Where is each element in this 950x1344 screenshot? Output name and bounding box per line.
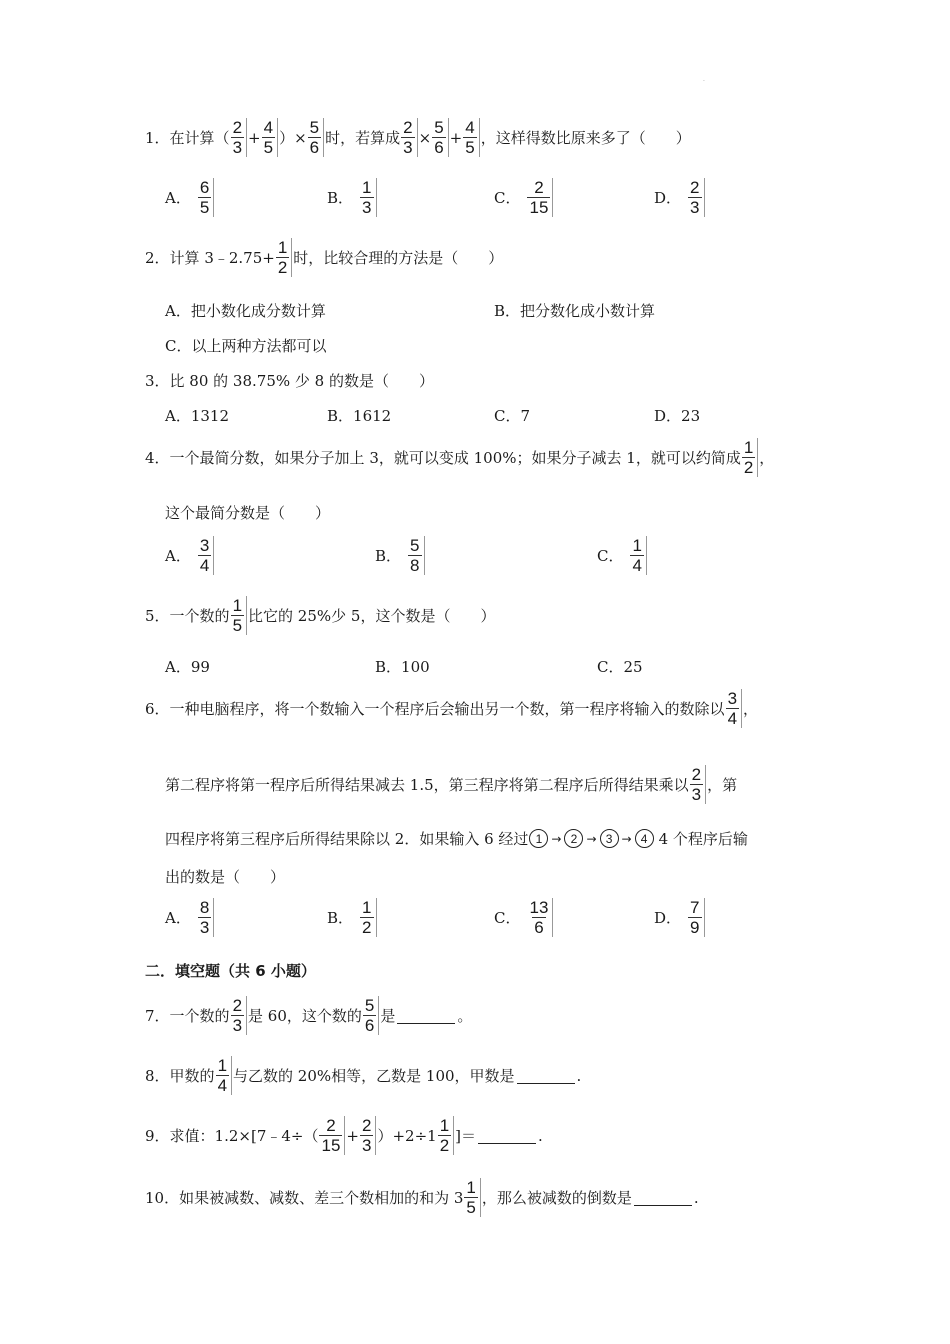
fraction: $\frac{1}{2}$: [742, 438, 758, 477]
circled-1: 1: [529, 829, 548, 848]
fraction: $\frac{1}{4}$: [216, 1056, 232, 1095]
question-8: 8． 甲数的 $\frac{1}{4}$ 与乙数的 20%相等，乙数是 100，甲数是 .: [145, 1056, 582, 1095]
answer-blank[interactable]: [397, 1007, 455, 1024]
q2-option-c[interactable]: C．以上两种方法都可以: [165, 337, 327, 355]
circled-3: 3: [600, 829, 619, 848]
question-7: 7． 一个数的 $\frac{2}{3}$ 是 60，这个数的 $\frac{5}{6}$ 是 。: [145, 996, 473, 1035]
arrow-icon: →: [551, 831, 562, 846]
fraction: $\frac{5}{6}$: [432, 118, 448, 157]
q1-option-c[interactable]: C． $\frac{2}{15}$: [494, 178, 554, 217]
question-2: 2． 计算 3﹣2.75+ $\frac{1}{2}$ 时，比较合理的方法是（ ）: [145, 238, 504, 277]
arrow-icon: →: [621, 831, 632, 846]
fraction: $\frac{4}{5}$: [262, 118, 278, 157]
question-5: 5． 一个数的 $\frac{1}{5}$ 比它的 25%少 5，这个数是（ ）: [145, 596, 496, 635]
q4-option-b[interactable]: B． $\frac{5}{8}$: [375, 536, 426, 575]
fraction: $\frac{2}{3}$: [690, 765, 706, 804]
question-9: 9． 求值：1.2×[7﹣4÷（ $\frac{2}{15}$ + $\frac{2}{3}$ ）+2÷1 $\frac{1}{2}$ ]＝ .: [145, 1116, 543, 1155]
question-6-line-4: 出的数是（ ）: [165, 868, 286, 886]
question-3: 3．比 80 的 38.75% 少 8 的数是（ ）: [145, 372, 434, 390]
q3-option-b[interactable]: B．1612: [327, 407, 392, 425]
answer-blank[interactable]: [478, 1127, 536, 1144]
fraction: $\frac{1}{5}$: [231, 596, 247, 635]
q5-option-b[interactable]: B．100: [375, 658, 430, 676]
question-6: 6． 一种电脑程序，将一个数输入一个程序后会输出另一个数，第一程序将输入的数除以 $\frac{3}{4}$ ，: [145, 689, 759, 728]
question-1: 1． 在计算（ $\frac{2}{3}$ + $\frac{4}{5}$ ）× $\frac{5}{6}$ 时，若算成 $\frac{2}{3}$ × $\frac{5}{6}$ + $\frac{4}{5}$ ，这样得数比原来多了（ ）: [145, 118, 691, 157]
q5-option-a[interactable]: A．99: [165, 658, 210, 676]
circled-2: 2: [564, 829, 583, 848]
q5-option-c[interactable]: C．25: [597, 658, 643, 676]
section-heading: 二．填空题（共 6 小题）: [145, 962, 316, 980]
fraction: $\frac{2}{3}$: [360, 1116, 376, 1155]
answer-blank[interactable]: [634, 1189, 692, 1206]
fraction: $\frac{3}{4}$: [726, 689, 742, 728]
arrow-icon: →: [586, 831, 597, 846]
question-6-line-3: 四程序将第三程序后所得结果除以 2．如果输入 6 经过 1 → 2 → 3 → 4 4 个程序后输: [165, 830, 748, 848]
fraction: $\frac{4}{5}$: [463, 118, 479, 157]
q3-option-a[interactable]: A．1312: [165, 407, 230, 425]
q3-option-d[interactable]: D．23: [654, 407, 701, 425]
fraction: $\frac{2}{15}$: [319, 1116, 345, 1155]
circled-4: 4: [635, 829, 654, 848]
question-6-line-2: 第二程序将第一程序后所得结果减去 1.5，第三程序将第二程序后所得结果乘以 $\frac{2}{3}$ ，第: [165, 765, 738, 804]
corner-mark: ·: [703, 78, 705, 85]
q6-option-c[interactable]: C． $\frac{13}{6}$: [494, 898, 554, 937]
q1-option-b[interactable]: B． $\frac{1}{3}$: [327, 178, 378, 217]
q2-option-b[interactable]: B．把分数化成小数计算: [494, 302, 656, 320]
q6-option-a[interactable]: A． $\frac{8}{3}$: [165, 898, 215, 937]
answer-blank[interactable]: [517, 1067, 575, 1084]
fraction: $\frac{2}{3}$: [401, 118, 417, 157]
fraction: $\frac{2}{3}$: [231, 996, 247, 1035]
question-4-line-2: 这个最简分数是（ ）: [165, 504, 331, 522]
q3-option-c[interactable]: C．7: [494, 407, 531, 425]
q1-option-a[interactable]: A． $\frac{6}{5}$: [165, 178, 215, 217]
fraction: $\frac{1}{2}$: [438, 1116, 454, 1155]
q1-option-d[interactable]: D． $\frac{2}{3}$: [654, 178, 706, 217]
question-4: 4． 一个最简分数，如果分子加上 3，就可以变成 100%；如果分子减去 1，就可以约简成 $\frac{1}{2}$ ，: [145, 438, 775, 477]
fraction: $\frac{1}{5}$: [464, 1178, 480, 1217]
q2-option-a[interactable]: A．把小数化成分数计算: [165, 302, 326, 320]
fraction: $\frac{5}{6}$: [363, 996, 379, 1035]
fraction: $\frac{2}{3}$: [231, 118, 247, 157]
fraction: $\frac{1}{2}$: [276, 238, 292, 277]
q6-option-b[interactable]: B． $\frac{1}{2}$: [327, 898, 378, 937]
q4-option-c[interactable]: C． $\frac{1}{4}$: [597, 536, 648, 575]
q4-option-a[interactable]: A． $\frac{3}{4}$: [165, 536, 215, 575]
q6-option-d[interactable]: D． $\frac{7}{9}$: [654, 898, 706, 937]
fraction: $\frac{5}{6}$: [308, 118, 324, 157]
question-10: 10． 如果被减数、减数、差三个数相加的和为 3 $\frac{1}{5}$ ，那么被减数的倒数是 .: [145, 1178, 699, 1217]
